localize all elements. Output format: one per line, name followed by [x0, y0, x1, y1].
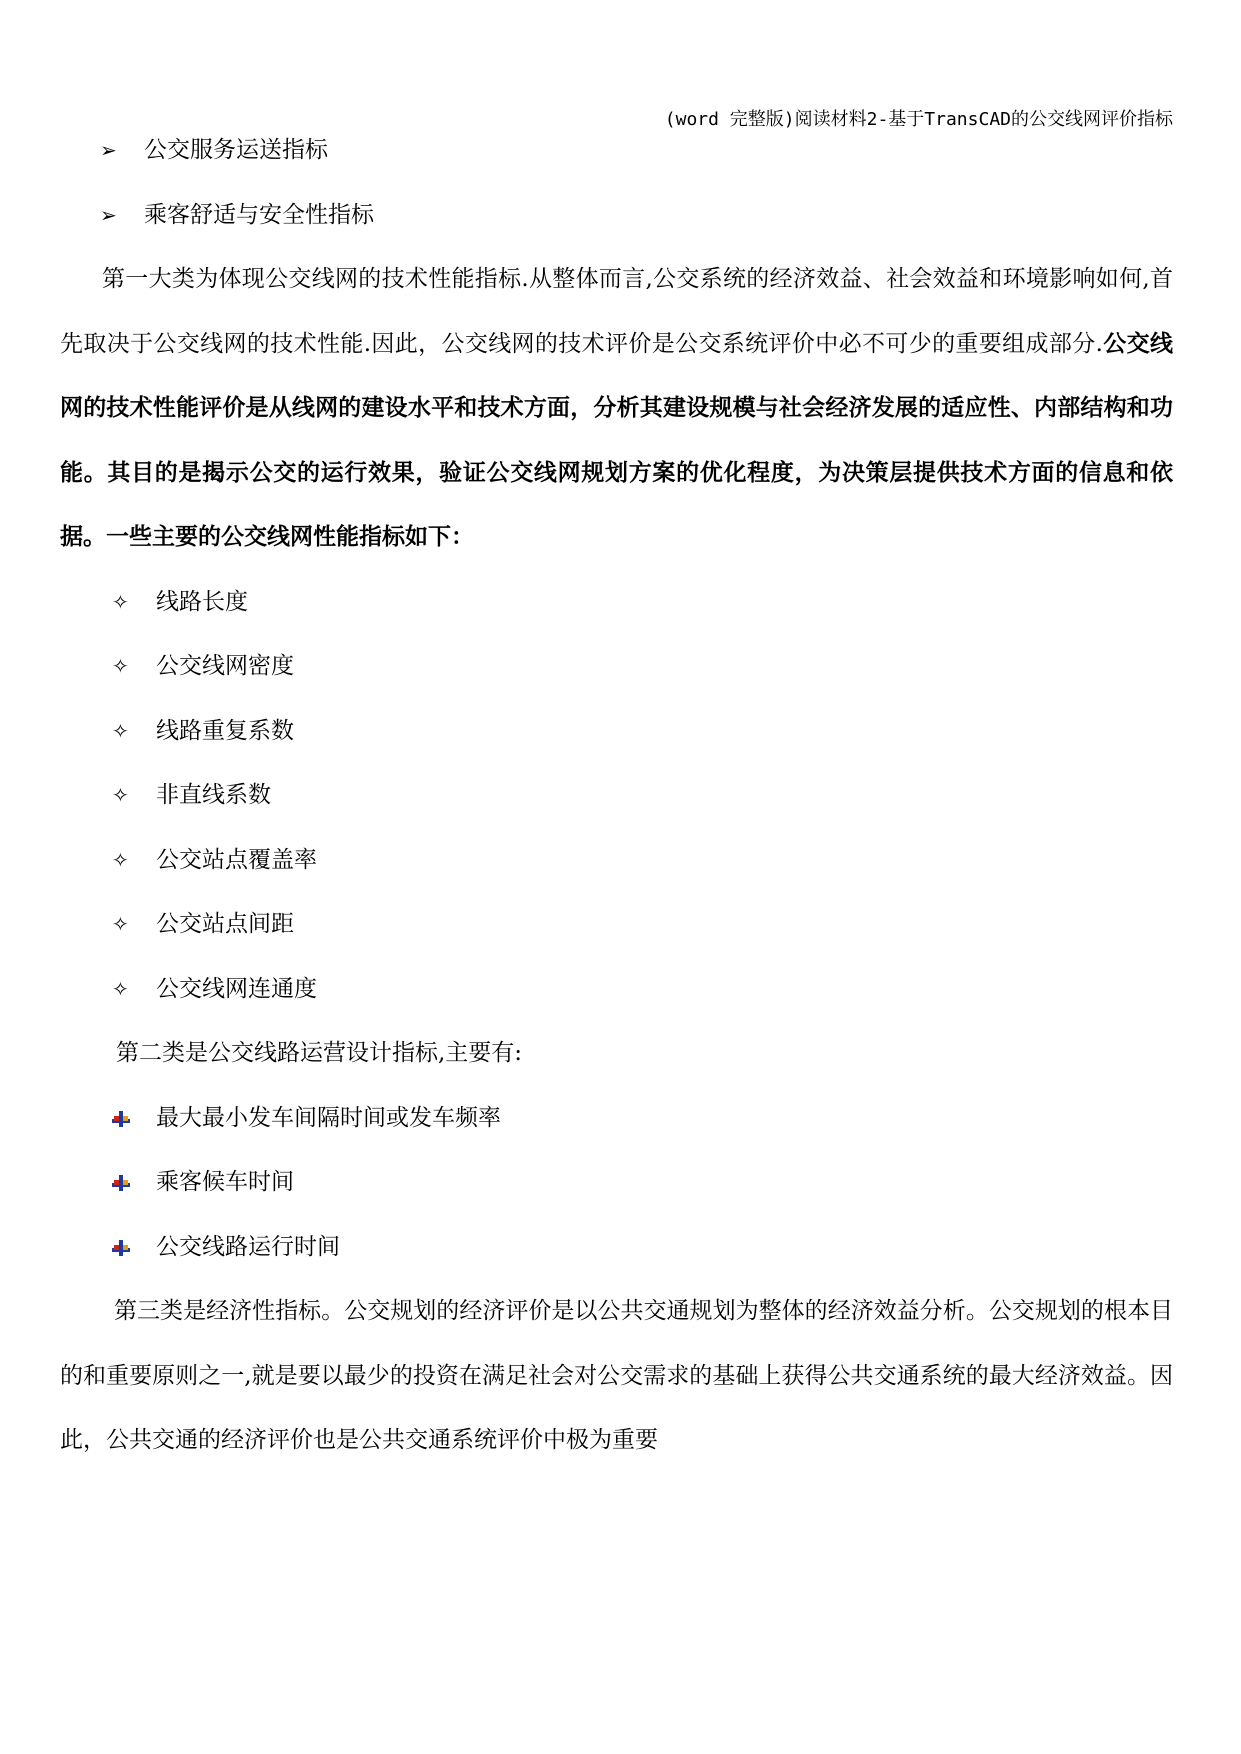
page-header: (word 完整版)阅读材料2-基于TransCAD的公交线网评价指标: [664, 109, 1173, 130]
list-item-text: 最大最小发车间隔时间或发车频率: [156, 1104, 501, 1131]
list-item: [60, 1086, 1173, 1151]
list-item-text: 非直线系数: [156, 782, 271, 808]
list-item-text: 公交线路运行时间: [156, 1233, 340, 1260]
paragraph-category1: [60, 247, 1173, 570]
stack-bullet-icon: [112, 1086, 156, 1151]
list-item-text: 线路重复系数: [156, 717, 294, 744]
list-item-text: 公交站点间距: [156, 911, 294, 937]
diamond-star-bullet-icon: ✧: [112, 589, 129, 614]
list-item: [60, 699, 1173, 764]
paragraph-text: 第一大类为体现公交线网的技术性能指标.从整体而言,公交系统的经济效益、社会效益和环境影响如何,首先取决于公交线网的技术性能.因此，公交线网的技术评价是公交系统评价中必不可少的重要组成部分.: [60, 266, 1173, 357]
diamond-star-bullet-icon: ✧: [112, 912, 129, 936]
list-item-text: 线路长度: [156, 588, 248, 615]
arrow-bullet-icon: ➢: [100, 202, 117, 227]
category2-intro: 第二类是公交线路运营设计指标,主要有:: [116, 1040, 523, 1066]
diamond-star-bullet-icon: ✧: [112, 718, 129, 743]
diamond-star-bullet-icon: ✧: [112, 783, 129, 807]
list-item: [60, 763, 1173, 828]
list-item-text: 公交服务运送指标: [144, 137, 328, 163]
arrow-bullet-icon: ➢: [100, 138, 117, 162]
diamond-star-bullet-icon: ✧: [112, 847, 129, 872]
list-item-text: 公交线网连通度: [156, 975, 317, 1002]
list-item: [60, 1150, 1173, 1215]
stack-bullet-icon: [112, 1215, 156, 1280]
list-item: [60, 634, 1173, 699]
paragraph-category3: 第三类是经济性指标。公交规划的经济评价是以公共交通规划为整体的经济效益分析。公交规划的根本目的和重要原则之一,就是要以最少的投资在满足社会对公交需求的基础上获得公共交通系统的最大经济效益。因此，公共交通的经济评价也是公共交通系统评价中极为重要: [60, 1298, 1173, 1453]
diamond-star-bullet-icon: ✧: [112, 654, 129, 678]
list-item-text: 公交线网密度: [156, 653, 294, 679]
list-item-text: 乘客舒适与安全性指标: [144, 201, 374, 228]
list-item: [60, 892, 1173, 957]
paragraph-bold-text: 公交线网的技术性能评价是从线网的建设水平和技术方面，分析其建设规模与社会经济发展的适应性、内部结构和功能。其目的是揭示公交的运行效果，验证公交线网规划方案的优化程度，为决策层提供技术方面的信息和依据。一些主要的公交线网性能指标如下：: [60, 329, 1174, 550]
stack-bullet-icon: [112, 1150, 156, 1215]
list-item: [60, 828, 1173, 893]
list-item: [60, 183, 1173, 248]
list-item-text: 乘客候车时间: [156, 1169, 294, 1195]
list-item: [60, 1215, 1173, 1280]
list-item: [60, 570, 1173, 635]
diamond-star-bullet-icon: ✧: [112, 976, 129, 1001]
list-item-text: 公交站点覆盖率: [156, 846, 317, 873]
list-item: [60, 957, 1173, 1022]
